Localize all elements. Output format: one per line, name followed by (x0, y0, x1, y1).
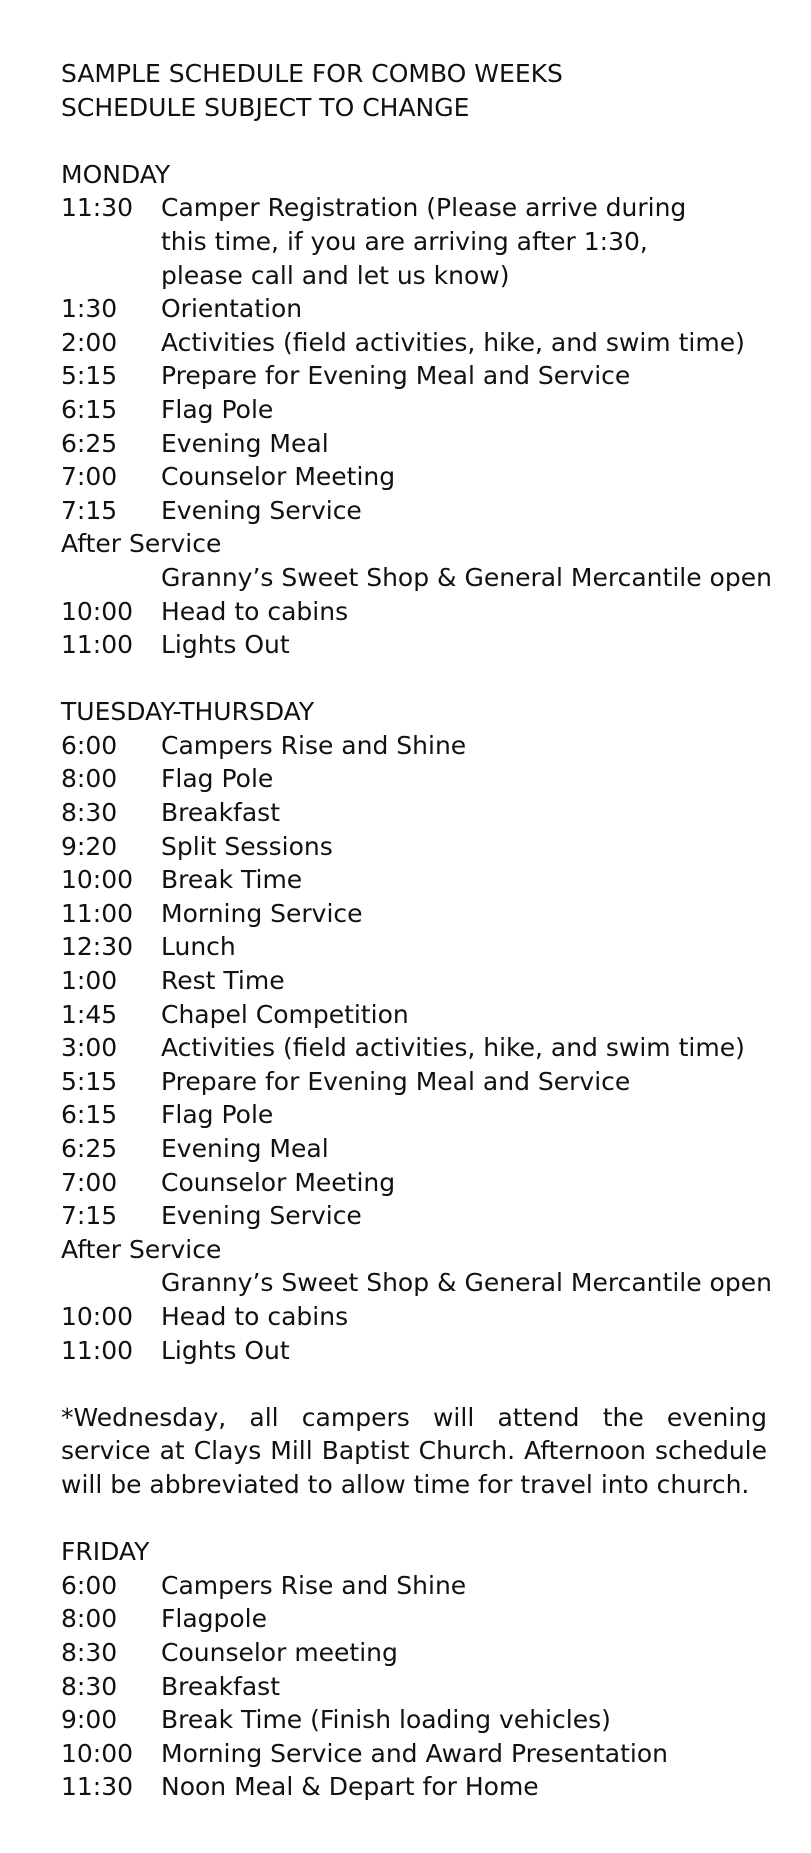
row-activity: Evening Meal (161, 428, 329, 458)
schedule-row (61, 1132, 767, 1166)
row-time: 3:00 (61, 1033, 118, 1063)
schedule-row (61, 897, 767, 931)
row-time: 8:00 (61, 1604, 118, 1634)
row-activity: Camper Registration (Please arrive during this time, if you are arriving after 1:30, please call and let us know) (161, 193, 687, 290)
schedule-row (61, 1334, 767, 1368)
row-time: 8:30 (61, 1671, 118, 1701)
row-time: 11:00 (61, 1335, 134, 1365)
row-activity: Head to cabins (161, 1301, 349, 1331)
after-service-activity: Granny’s Sweet Shop & General Mercantile open (161, 1268, 772, 1298)
row-time: 7:15 (61, 495, 118, 525)
schedule-row (61, 1065, 767, 1099)
row-activity: Flag Pole (161, 764, 274, 794)
schedule-row (61, 1770, 767, 1804)
row-activity: Lights Out (161, 630, 290, 660)
row-time: 11:00 (61, 630, 134, 660)
row-activity: Noon Meal & Depart for Home (161, 1772, 539, 1802)
row-activity: Break Time (Finish loading vehicles) (161, 1705, 611, 1735)
row-time: 6:15 (61, 1100, 118, 1130)
row-time: 1:45 (61, 999, 118, 1029)
row-time: 10:00 (61, 1301, 134, 1331)
document-subtitle: SCHEDULE SUBJECT TO CHANGE (61, 92, 470, 122)
row-time: 6:25 (61, 1134, 118, 1163)
after-service-activity: Granny’s Sweet Shop & General Mercantile open (161, 562, 772, 592)
row-activity: Split Sessions (161, 831, 333, 861)
after-service-label: After Service (61, 1234, 222, 1264)
row-activity: Head to cabins (161, 596, 349, 626)
row-time: 10:00 (61, 865, 134, 895)
row-time: 12:30 (61, 932, 134, 962)
schedule-row (61, 460, 767, 494)
row-time: 11:00 (61, 898, 134, 928)
row-time: 11:30 (61, 193, 134, 223)
row-time: 6:00 (61, 1570, 118, 1600)
row-activity: Evening Service (161, 1201, 362, 1231)
schedule-row (61, 427, 767, 461)
row-activity: Lunch (161, 932, 236, 962)
schedule-row (61, 1199, 767, 1233)
schedule-row (61, 1098, 767, 1132)
document-title: SAMPLE SCHEDULE FOR COMBO WEEKS (61, 59, 563, 88)
schedule-row (61, 1670, 767, 1704)
row-activity: Campers Rise and Shine (161, 1570, 467, 1600)
row-activity: Prepare for Evening Meal and Service (161, 1066, 631, 1096)
schedule-row (61, 628, 767, 662)
row-time: 7:15 (61, 1201, 118, 1231)
schedule-row (61, 359, 767, 393)
row-time: 6:15 (61, 394, 118, 424)
row-time: 2:00 (61, 327, 118, 357)
row-activity: Activities (field activities, hike, and swim time) (161, 1033, 745, 1063)
row-time: 9:20 (61, 831, 118, 861)
row-activity: Breakfast (161, 1671, 281, 1701)
row-activity: Morning Service (161, 898, 363, 928)
row-time: 5:15 (61, 1066, 118, 1096)
schedule-row (61, 326, 767, 360)
row-activity: Break Time (161, 865, 303, 895)
monday-section (61, 158, 772, 662)
row-time: 10:00 (61, 1738, 134, 1768)
schedule-row (61, 595, 767, 629)
schedule-row (61, 1636, 767, 1670)
tuesday-thursday-section (61, 695, 772, 1367)
row-time: 8:30 (61, 798, 118, 828)
spacer (61, 124, 767, 158)
schedule-row (61, 863, 767, 897)
row-activity: Prepare for Evening Meal and Service (161, 361, 631, 391)
row-activity: Orientation (161, 294, 303, 324)
row-time: 6:00 (61, 730, 118, 760)
row-activity: Breakfast (161, 798, 281, 828)
schedule-row (61, 1300, 767, 1334)
schedule-row (61, 1602, 767, 1636)
row-activity: Counselor Meeting (161, 462, 396, 492)
schedule-row (61, 796, 767, 830)
row-time: 5:15 (61, 361, 118, 391)
schedule-row (61, 1703, 767, 1737)
schedule-row (61, 292, 767, 326)
schedule-document (61, 57, 772, 1804)
schedule-row (61, 729, 767, 763)
row-activity: Chapel Competition (161, 999, 409, 1029)
row-activity: Activities (field activities, hike, and swim time) (161, 327, 745, 357)
schedule-row (61, 191, 767, 292)
row-activity: Lights Out (161, 1335, 290, 1365)
row-activity: Flag Pole (161, 394, 274, 424)
row-time: 10:00 (61, 596, 134, 626)
schedule-row (61, 964, 767, 998)
schedule-row (61, 1031, 767, 1065)
schedule-row (61, 1166, 767, 1200)
schedule-row (61, 930, 767, 964)
row-activity: Evening Meal (161, 1134, 329, 1163)
row-activity: Evening Service (161, 495, 362, 525)
row-activity: Counselor Meeting (161, 1167, 396, 1197)
spacer (61, 1367, 767, 1401)
schedule-row (61, 998, 767, 1032)
row-time: 9:00 (61, 1705, 118, 1735)
schedule-row (61, 830, 767, 864)
after-service-label: After Service (61, 529, 222, 559)
schedule-row (61, 393, 767, 427)
section-heading-friday: FRIDAY (61, 1537, 150, 1567)
spacer (61, 1502, 767, 1536)
row-activity: Flag Pole (161, 1100, 274, 1130)
row-time: 6:25 (61, 428, 118, 458)
row-time: 8:00 (61, 764, 118, 794)
schedule-row (61, 762, 767, 796)
row-time: 1:00 (61, 966, 118, 996)
row-activity: Rest Time (161, 966, 285, 996)
row-time: 1:30 (61, 294, 118, 324)
row-activity: Campers Rise and Shine (161, 730, 467, 760)
row-activity: Morning Service and Award Presentation (161, 1738, 668, 1768)
section-heading-monday: MONDAY (61, 159, 171, 189)
row-time: 11:30 (61, 1772, 134, 1802)
row-time: 7:00 (61, 462, 118, 492)
schedule-row (61, 494, 767, 528)
row-activity: Flagpole (161, 1604, 268, 1634)
row-time: 7:00 (61, 1167, 118, 1197)
friday-section (61, 1535, 767, 1804)
wednesday-note: *Wednesday, all campers will attend the evening service at Clays Mill Baptist Church. Afternoon schedule will be abbreviated to allow time for travel into church. (61, 1402, 767, 1499)
row-time: 8:30 (61, 1637, 118, 1667)
row-activity: Counselor meeting (161, 1637, 398, 1667)
section-heading-tuesday-thursday: TUESDAY-THURSDAY (61, 697, 315, 727)
spacer (61, 662, 767, 696)
schedule-row (61, 1569, 767, 1603)
schedule-row (61, 1737, 767, 1771)
